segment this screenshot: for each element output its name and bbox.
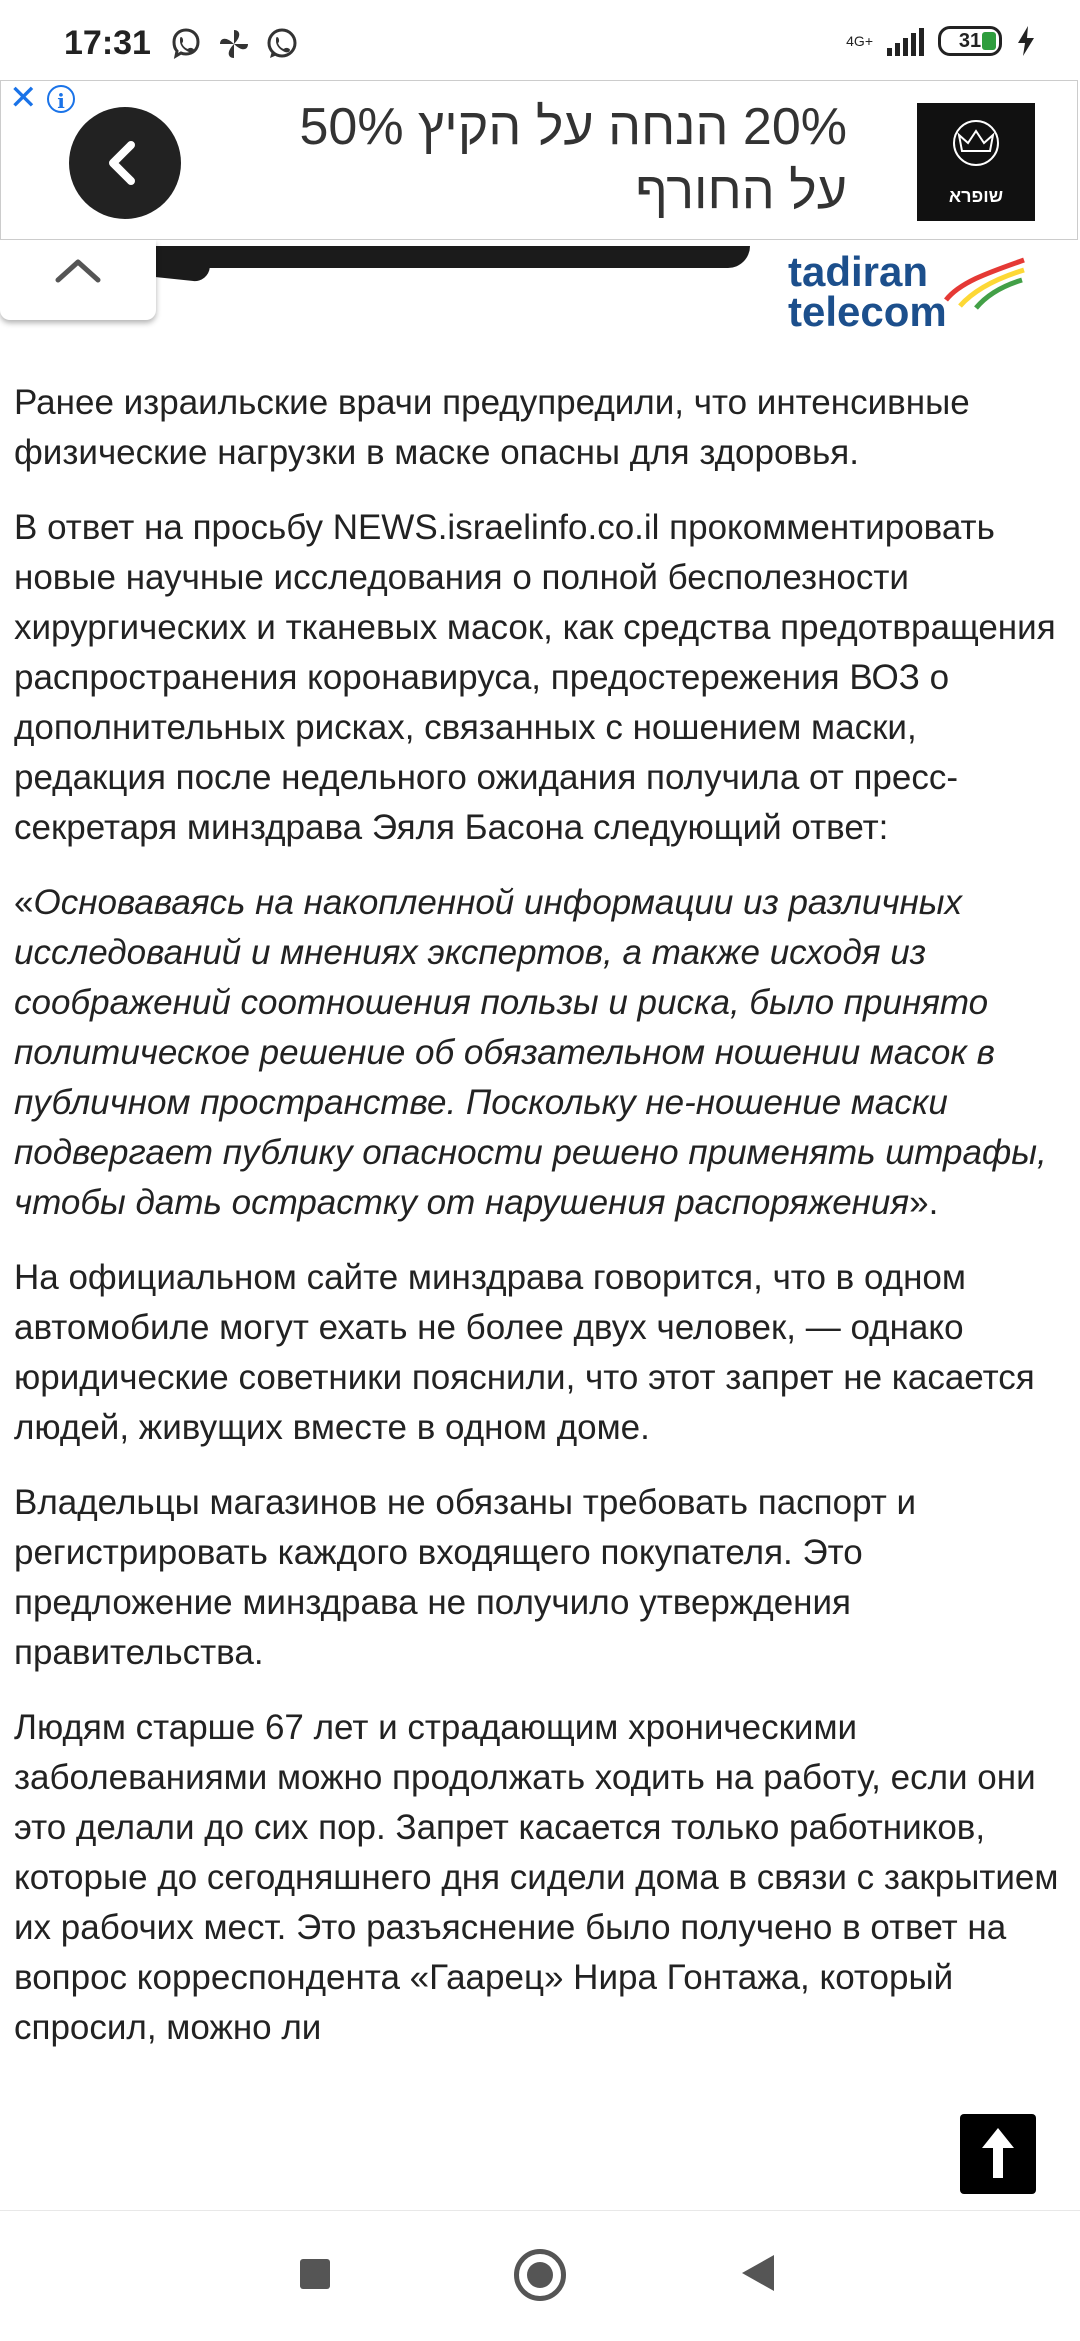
- ad-info-icon[interactable]: i: [47, 85, 75, 113]
- brand-line-2: telecom: [788, 288, 947, 335]
- brand-line-1: tadiran: [788, 248, 929, 295]
- ad-banner[interactable]: [0, 80, 1078, 240]
- pinwheel-icon: [216, 26, 252, 62]
- brand-swoosh-icon: [940, 252, 1030, 312]
- crown-icon: [917, 107, 1035, 187]
- ad-close-button[interactable]: ✕: [9, 79, 38, 117]
- article-paragraph: Владельцы магазинов не обязаны требовать паспорт и регистрировать каждого входящего покупателя. Это предложение минздрава не получило утверждения правительства.: [14, 1483, 917, 1672]
- quote-close-mark: ».: [909, 1183, 939, 1222]
- article-paragraph: Ранее израильские врачи предупредили, что интенсивные физические нагрузки в маске опасны для здоровья.: [14, 383, 970, 472]
- signal-icon: [887, 26, 924, 56]
- back-nav-button[interactable]: [742, 2255, 774, 2291]
- quote-open-mark: «: [14, 883, 34, 922]
- status-time: 17:31: [64, 24, 151, 62]
- chevron-up-icon: [0, 240, 156, 300]
- chevron-left-icon: [69, 107, 181, 219]
- arrow-up-icon: [960, 2114, 1036, 2194]
- article-quote: [14, 878, 1074, 1228]
- home-dot: [527, 2262, 553, 2288]
- image-cable-body: [150, 246, 750, 268]
- article-paragraph: В ответ на просьбу NEWS.israelinfo.co.il прокомментировать новые научные исследования о полной бесполезности хирургических и тканевых масок, как средства предотвращения распространения коронавируса, предостережения ВОЗ о дополнительных рисках, связанных с ношением маски, редакция после недельного ожидания получила от пресс-секретаря минздрава Эяля Басона следующий ответ:: [14, 508, 1056, 847]
- notification-icons: [168, 26, 300, 62]
- article-body: [14, 378, 1074, 2078]
- article-header-image: [0, 240, 1080, 350]
- ad-logo-text: שופרא: [948, 186, 1004, 206]
- system-nav-bar: [0, 2210, 1080, 2341]
- network-type: 4G+: [846, 33, 873, 49]
- battery-level: 31: [958, 29, 982, 52]
- charging-icon: [1016, 26, 1036, 56]
- quote-text: Основаваясь на накопленной информации из различных исследований и мнениях экспертов, а также исходя из соображений соотношения пользы и риска, было принято политическое решение об обязательном ношении масок в публичном пространстве. Поскольку не-ношение маски подвергает публику опасности решено применять штрафы, чтобы дать острастку от нарушения распоряжения: [14, 883, 1047, 1222]
- ad-headline[interactable]: 20% הנחה על הקיץ 50% על החורף: [299, 98, 847, 220]
- collapse-ad-button[interactable]: [0, 240, 156, 320]
- status-bar: [0, 0, 1080, 80]
- article-paragraph: Людям старше 67 лет и страдающим хроническими заболеваниями можно продолжать ходить на работу, если они это делали до сих пор. Запрет касается только работников, которые до сегодняшнего дня сидели дома в связи с закрытием их рабочих мест. Это разъяснение было получено в ответ на вопрос корреспондента «Гаарец» Нира Гонтажа, который спросил, можно ли: [14, 1708, 1059, 2047]
- brand-logo: [788, 248, 947, 335]
- recents-button[interactable]: [300, 2259, 330, 2289]
- status-indicators: [846, 26, 1036, 56]
- scroll-to-top-button[interactable]: [960, 2114, 1036, 2194]
- back-button[interactable]: [69, 107, 181, 219]
- battery-icon: [938, 26, 1002, 56]
- ad-logo[interactable]: [917, 103, 1035, 221]
- whatsapp-icon: [264, 26, 300, 62]
- viber-icon: [168, 26, 204, 62]
- article-paragraph: На официальном сайте минздрава говорится, что в одном автомобиле могут ехать не более двух человек, — однако юридические советники пояснили, что этот запрет не касается людей, живущих вместе в одном доме.: [14, 1258, 1035, 1447]
- home-button[interactable]: [514, 2249, 566, 2301]
